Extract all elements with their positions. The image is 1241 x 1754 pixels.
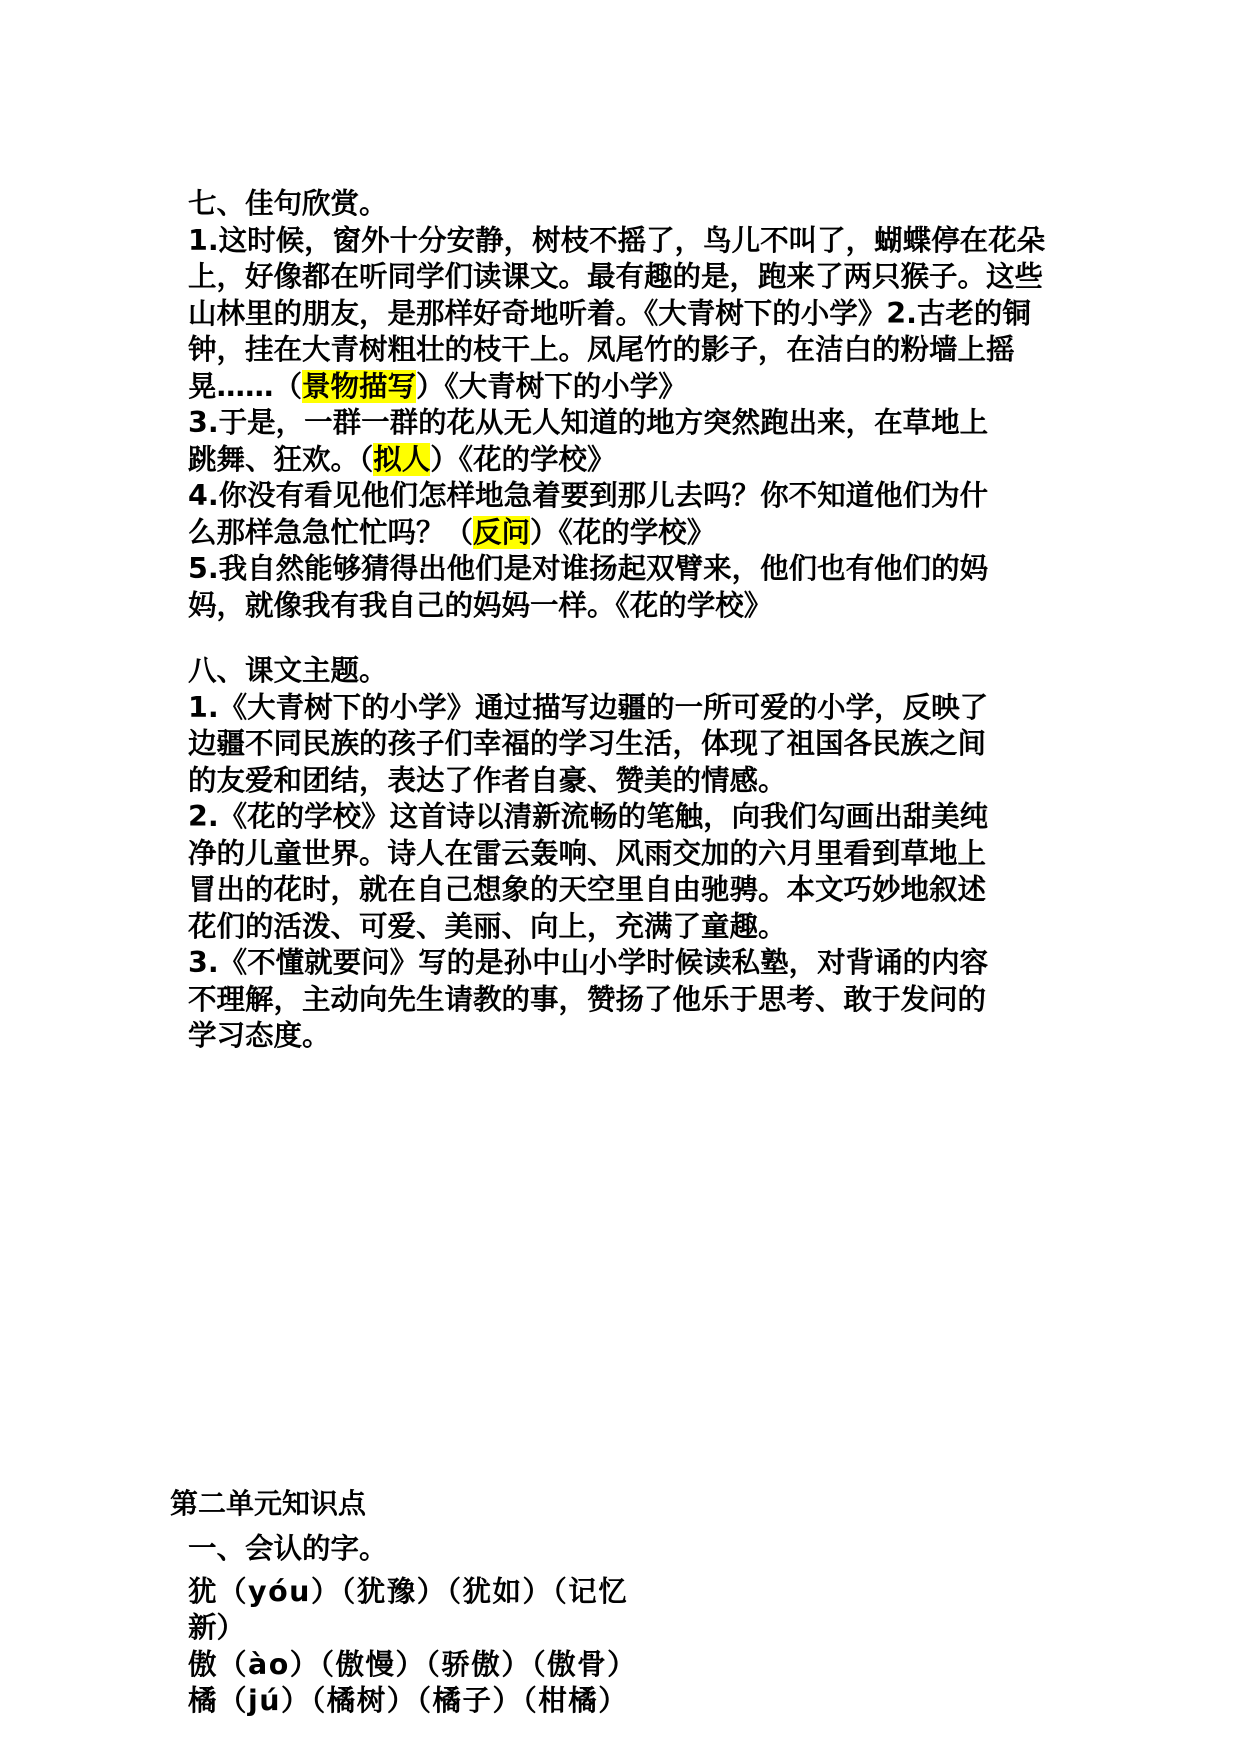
section-8-heading: 八、课文主题。 bbox=[188, 654, 388, 687]
section-7 bbox=[188, 186, 1068, 624]
section-8-item-3-line-3: 学习态度。 bbox=[188, 1019, 331, 1052]
section-7-item-5-line-2: 妈，就像我有我自己的妈妈一样。《花的学校》 bbox=[188, 588, 773, 622]
section-8 bbox=[188, 653, 1068, 1055]
char-row-1-line-1: 犹（yóu）（犹豫）（犹如）（记忆 bbox=[188, 1574, 629, 1608]
item-4-line-2-prefix: 么那样急急忙忙吗？（ bbox=[188, 515, 474, 549]
section-8-item-3-line-2: 不理解，主动向先生请教的事，赞扬了他乐于思考、敢于发问的 bbox=[188, 982, 987, 1016]
section-1 bbox=[188, 1531, 637, 1720]
item-3-line-2-suffix: ）《花的学校》 bbox=[430, 442, 616, 476]
section-7-item-3-line-2 bbox=[188, 442, 1068, 479]
section-7-item-1-line-1: 1.这时候，窗外十分安静，树枝不摇了，鸟儿不叫了，蝴蝶停在花朵 bbox=[188, 223, 1046, 257]
section-1-heading: 一、会认的字。 bbox=[188, 1532, 388, 1565]
section-7-item-4-line-2 bbox=[188, 515, 1068, 552]
section-7-item-1-line-5 bbox=[188, 369, 1068, 406]
section-8-item-2-line-3: 冒出的花时，就在自己想象的天空里自由驰骋。本文巧妙地叙述 bbox=[188, 873, 987, 906]
highlight-tag-rhetorical: 反问 bbox=[473, 515, 531, 549]
item-4-line-2-suffix: ）《花的学校》 bbox=[530, 515, 716, 549]
section-7-item-4-line-1: 4.你没有看见他们怎样地急着要到那儿去吗？你不知道他们为什 bbox=[188, 479, 989, 512]
section-8-item-2-line-1: 2.《花的学校》这首诗以清新流畅的笔触，向我们勾画出甜美纯 bbox=[188, 800, 989, 833]
highlight-tag-personification: 拟人 bbox=[373, 442, 431, 476]
section-8-item-1-line-2: 边疆不同民族的孩子们幸福的学习生活，体现了祖国各民族之间 bbox=[188, 727, 987, 760]
section-7-item-3-line-1: 3.于是，一群一群的花从无人知道的地方突然跑出来，在草地上 bbox=[188, 406, 989, 439]
section-8-item-2-line-4: 花们的活泼、可爱、美丽、向上，充满了童趣。 bbox=[188, 909, 787, 943]
section-8-item-2-line-2: 净的儿童世界。诗人在雷云轰响、风雨交加的六月里看到草地上 bbox=[188, 836, 987, 870]
section-7-item-1-line-4: 钟，挂在大青树粗壮的枝干上。凤尾竹的影子，在洁白的粉墙上摇 bbox=[188, 333, 1015, 366]
section-7-item-1-line-2: 上，好像都在听同学们读课文。最有趣的是，跑来了两只猴子。这些 bbox=[188, 260, 1044, 293]
item-1-line-5-prefix: 晃……（ bbox=[188, 369, 303, 403]
section-7-item-1-line-3: 山林里的朋友，是那样好奇地听着。《大青树下的小学》2.古老的铜 bbox=[188, 296, 1031, 330]
char-row-2: 傲（ào）（傲慢）（骄傲）（傲骨） bbox=[188, 1647, 638, 1681]
item-3-line-2-prefix: 跳舞、狂欢。（ bbox=[188, 442, 374, 476]
section-8-item-3-line-1: 3.《不懂就要问》写的是孙中山小学时候读私塾，对背诵的内容 bbox=[188, 946, 989, 979]
section-7-item-5-line-1: 5.我自然能够猜得出他们是对谁扬起双臂来，他们也有他们的妈 bbox=[188, 552, 989, 585]
section-8-item-1-line-3: 的友爱和团结，表达了作者自豪、赞美的情感。 bbox=[188, 763, 787, 797]
char-row-3: 橘（jú）（橘树）（橘子）（柑橘） bbox=[188, 1684, 629, 1717]
unit-2-title: 第二单元知识点 bbox=[170, 1487, 367, 1520]
section-8-item-1-line-1: 1.《大青树下的小学》通过描写边疆的一所可爱的小学，反映了 bbox=[188, 690, 989, 724]
section-7-heading: 七、佳句欣赏。 bbox=[188, 187, 388, 220]
char-row-1-line-2: 新） bbox=[188, 1611, 246, 1644]
highlight-tag-scenery: 景物描写 bbox=[302, 369, 417, 403]
item-1-line-5-suffix: ）《大青树下的小学》 bbox=[416, 369, 687, 403]
